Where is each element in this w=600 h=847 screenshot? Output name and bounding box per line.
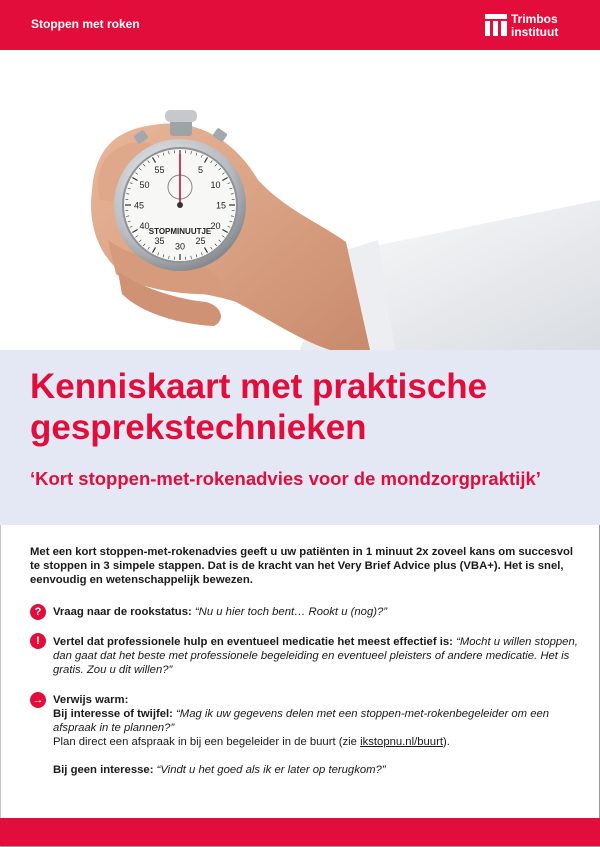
question-icon: ?	[30, 604, 46, 620]
watch-number: 10	[210, 180, 220, 190]
watch-number: 45	[134, 201, 144, 211]
title-band	[0, 350, 600, 525]
watch-hub	[177, 202, 183, 208]
exclamation-icon: !	[30, 633, 46, 649]
ikstopnu-link[interactable]: ikstopnu.nl/buurt	[360, 736, 443, 748]
interest-quote: “Mag ik uw gegevens delen met een stoppen-met-rokenbegeleider om een afspraak in te plannen?”	[53, 708, 549, 734]
step-refer-label: Verwijs warm:	[53, 694, 128, 706]
page-title: Kenniskaart met praktische gesprekstechnieken	[30, 366, 590, 448]
section-label: Stoppen met roken	[31, 17, 140, 31]
crown-shape	[170, 120, 192, 136]
step-refer	[53, 693, 588, 777]
step-ask-quote: “Nu u hier toch bent… Rookt u (nog)?”	[195, 606, 387, 618]
step-advise-label: Vertel dat professionele hulp en eventueel medicatie het meest effectief is:	[53, 636, 453, 648]
crown-ring	[165, 110, 197, 122]
watch-number: 15	[216, 201, 226, 211]
arrow-right-icon: →	[30, 692, 46, 708]
header-bar	[0, 0, 600, 50]
step-advise-quote: “Mocht u willen stoppen, dan gaat dat het beste met professionele begeleiding en eventueel pleisters of andere medicatie. Het is gratis. Zou u dit willen?”	[53, 636, 578, 676]
hero-photo	[0, 50, 600, 350]
no-interest-quote: “Vindt u het goed als ik er later op terugkom?”	[157, 764, 386, 776]
watch-number: 35	[154, 236, 164, 246]
intro-text: Met een kort stoppen-met-rokenadvies geeft u uw patiënten in 1 minuut 2x zoveel kans om succesvol te stoppen in 3 simpele stappen. Dat is de kracht van het Very Brief Advice plus (VBA+). Het is snel, eenvoudig en wetenschappelijk bewezen.	[30, 545, 578, 587]
logo-mark-icon	[485, 14, 507, 36]
no-interest-label: Bij geen interesse:	[53, 764, 153, 776]
plan-end: ).	[443, 736, 450, 748]
watch-number: 55	[154, 165, 164, 175]
footer-bar	[0, 818, 600, 846]
page-subtitle: ‘Kort stoppen-met-rokenadvies voor de mondzorgpraktijk’	[30, 468, 541, 490]
step-ask-label: Vraag naar de rookstatus:	[53, 606, 192, 618]
watch-number: 30	[175, 242, 185, 252]
watch-number: 40	[139, 221, 149, 231]
watch-face-label: STOPMINUUTJE	[149, 227, 212, 236]
logo-text-line1: Trimbos	[511, 13, 558, 25]
watch-number: 20	[210, 221, 220, 231]
watch-number: 5	[198, 165, 203, 175]
step-advise	[53, 635, 588, 677]
plan-text: Plan direct een afspraak in bij een begeleider in de buurt (zie	[53, 736, 360, 748]
step-ask	[53, 605, 588, 619]
logo-text-line2: instituut	[511, 26, 558, 38]
hand-stopwatch-illustration	[0, 50, 600, 350]
interest-label: Bij interesse of twijfel:	[53, 708, 173, 720]
watch-number: 25	[195, 236, 205, 246]
watch-number: 50	[139, 180, 149, 190]
